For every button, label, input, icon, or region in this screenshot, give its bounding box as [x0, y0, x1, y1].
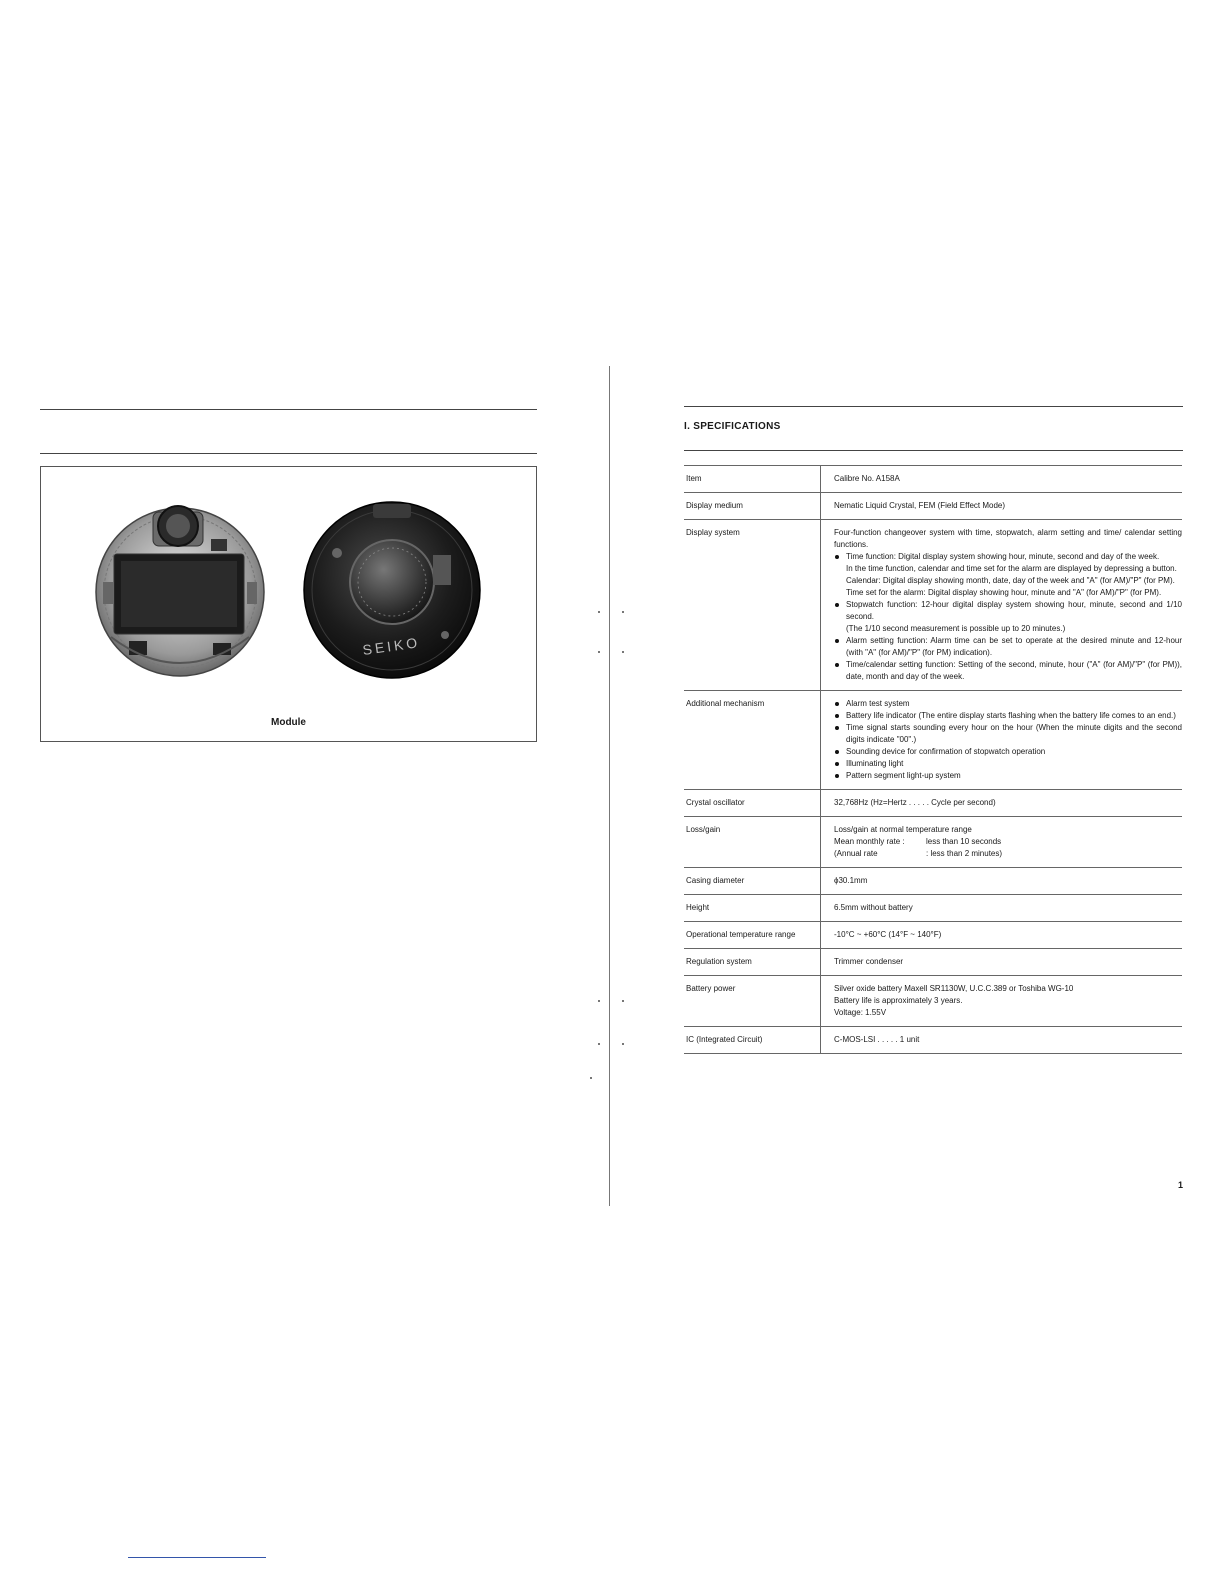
annual-rate-value: : less than 2 minutes) — [926, 849, 1003, 858]
spec-row-height — [684, 894, 1182, 921]
spec-row-regulation-system — [684, 948, 1182, 975]
spec-label: Item — [684, 466, 821, 492]
spec-label: Crystal oscillator — [684, 790, 821, 816]
watch-module-front-photo — [96, 506, 264, 676]
bullet-item: Alarm setting function: Alarm time can be set to operate at the desired minute and 12-hour (with "A" (for AM)/"P" (for PM) indication). — [834, 635, 1182, 659]
spec-row-ic — [684, 1026, 1182, 1054]
gutter-mark — [622, 1043, 624, 1045]
gutter-mark — [598, 611, 600, 613]
spec-value: ϕ30.1mm — [834, 876, 868, 885]
loss-gain-line: Loss/gain at normal temperature range — [834, 825, 972, 834]
annual-rate — [834, 848, 1182, 860]
right-top-rule — [684, 406, 1183, 407]
spec-label: Loss/gain — [684, 817, 821, 867]
specifications-table — [684, 465, 1182, 1054]
annual-rate-key: (Annual rate — [834, 849, 878, 858]
spec-value: C-MOS-LSI . . . . . 1 unit — [834, 1035, 920, 1044]
spec-value: Calibre No. A158A — [834, 474, 900, 483]
watch-module-back-photo — [304, 502, 480, 678]
module-photo-box — [40, 466, 537, 742]
footer-underline — [128, 1557, 266, 1558]
spec-row-casing-diameter — [684, 867, 1182, 894]
battery-line: Battery life is approximately 3 years. — [834, 996, 963, 1005]
spec-value: -10°C ~ +60°C (14°F ~ 140°F) — [834, 930, 942, 939]
spec-row-display-system — [684, 519, 1182, 690]
page-number: 1 — [1178, 1180, 1184, 1190]
gutter-mark — [598, 651, 600, 653]
gutter-mark — [622, 1000, 624, 1002]
bullet-item: Sounding device for confirmation of stopwatch operation — [834, 746, 1182, 758]
section-title: I. SPECIFICATIONS — [684, 421, 781, 432]
spec-row-item — [684, 465, 1182, 492]
spec-value — [821, 691, 1182, 789]
bullet-item: Battery life indicator (The entire display starts flashing when the battery life comes to an end.) — [834, 710, 1182, 722]
battery-line: Silver oxide battery Maxell SR1130W, U.C.C.389 or Toshiba WG-10 — [834, 984, 1074, 993]
spec-value: Nematic Liquid Crystal, FEM (Field Effect Mode) — [834, 501, 1006, 510]
left-top-rule — [40, 409, 537, 410]
display-system-intro: Four-function changeover system with time, stopwatch, alarm setting and time/ calendar setting functions. — [834, 528, 1182, 549]
bullet-item: Stopwatch function: 12-hour digital display system showing hour, minute, second and 1/10 second. — [834, 599, 1182, 623]
gutter-mark — [590, 1077, 592, 1079]
spec-value: 32,768Hz (Hz=Hertz . . . . . Cycle per second) — [834, 798, 996, 807]
spec-value — [821, 817, 1182, 867]
monthly-rate-key: Mean monthly rate : — [834, 837, 905, 846]
bullet-subtext: In the time function, calendar and time set for the alarm are displayed by depressing a button. — [846, 564, 1177, 573]
spec-label: Additional mechanism — [684, 691, 821, 789]
gutter-mark — [622, 651, 624, 653]
spec-value — [821, 976, 1182, 1026]
spec-label: Height — [684, 895, 821, 921]
battery-line: Voltage: 1.55V — [834, 1008, 887, 1017]
spec-label: Battery power — [684, 976, 821, 1026]
bullet-item: Time/calendar setting function: Setting of the second, minute, hour ("A" (for AM)/"P" (for PM)), date, month and day of the week. — [834, 659, 1182, 683]
page-gutter-line — [609, 366, 610, 1206]
spec-row-battery-power — [684, 975, 1182, 1026]
monthly-rate — [834, 836, 1182, 848]
gutter-mark — [598, 1043, 600, 1045]
bullet-item: Time function: Digital display system showing hour, minute, second and day of the week. — [834, 551, 1182, 563]
spec-label: Display medium — [684, 493, 821, 519]
spec-value: Trimmer condenser — [834, 957, 904, 966]
spec-label: Regulation system — [684, 949, 821, 975]
bullet-item: Illuminating light — [834, 758, 1182, 770]
module-caption: Module — [271, 717, 306, 728]
bullet-subtext: (The 1/10 second measurement is possible up to 20 minutes.) — [846, 624, 1066, 633]
spec-label: Casing diameter — [684, 868, 821, 894]
bullet-item: Time signal starts sounding every hour on the hour (When the minute digits and the second digits indicate "00".) — [834, 722, 1182, 746]
bullet-subtext: Time set for the alarm: Digital display showing hour, minute and "A" (for AM)/"P" (for PM). — [846, 588, 1162, 597]
bullet-subtext: Calendar: Digital display showing month, date, day of the week and "A" (for AM)/"P" (for PM). — [846, 576, 1175, 585]
spec-label: Operational temperature range — [684, 922, 821, 948]
bullet-item: Alarm test system — [834, 698, 1182, 710]
spec-row-operational-temperature — [684, 921, 1182, 948]
spec-value — [821, 520, 1182, 690]
spec-row-crystal-oscillator — [684, 789, 1182, 816]
right-second-rule — [684, 450, 1183, 451]
spec-value: 6.5mm without battery — [834, 903, 913, 912]
seiko-brand-mark: SEIKO — [361, 634, 422, 658]
left-second-rule — [40, 453, 537, 454]
spec-label: Display system — [684, 520, 821, 690]
spec-row-additional-mechanism — [684, 690, 1182, 789]
spec-label: IC (Integrated Circuit) — [684, 1027, 821, 1053]
gutter-mark — [622, 611, 624, 613]
monthly-rate-value: less than 10 seconds — [926, 837, 1002, 846]
module-photos — [41, 467, 536, 741]
spec-row-display-medium — [684, 492, 1182, 519]
spec-row-loss-gain — [684, 816, 1182, 867]
gutter-mark — [598, 1000, 600, 1002]
bullet-item: Pattern segment light-up system — [834, 770, 1182, 782]
